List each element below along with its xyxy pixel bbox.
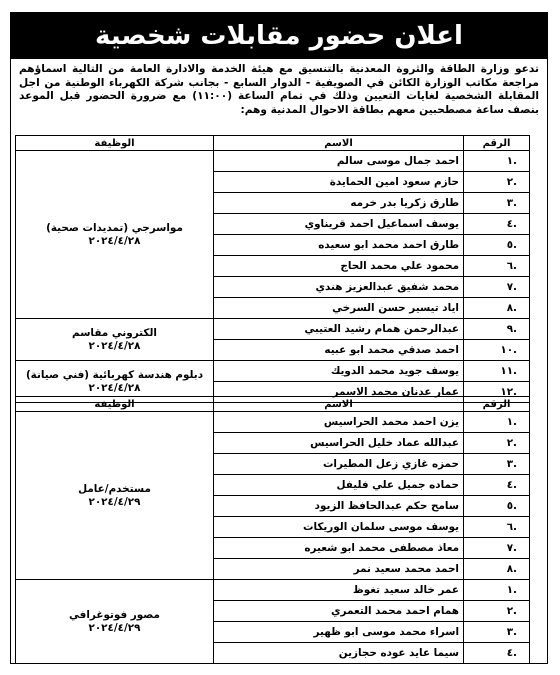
row-name: محمود علي محمد الحاج: [214, 256, 464, 277]
table-row: [16, 151, 530, 172]
job-cell: [16, 580, 214, 664]
announcement-title: اعلان حضور مقابلات شخصية: [11, 13, 547, 59]
row-name: معاذ مصطفى محمد ابو شعيره: [214, 538, 464, 559]
row-name: عمار عدنان محمد الاسمر: [214, 382, 464, 403]
row-name: سامح حكم عبدالحافظ الزيود: [214, 496, 464, 517]
row-num: .٦: [464, 517, 530, 538]
header-name: الاسم: [214, 397, 464, 412]
table-row: [16, 319, 530, 340]
job-cell: [16, 319, 214, 361]
job-title: دبلوم هندسة كهربائية (فني صيانة): [25, 368, 204, 381]
row-num: .٢: [464, 172, 530, 193]
row-name: عبدالله عماد خليل الحراسيس: [214, 433, 464, 454]
intro-paragraph: تدعو وزارة الطاقة والثروة المعدنية بالتنسيق مع هيئة الخدمة والادارة العامة من التالية اسماؤهم مراجعة مكاتب الوزارة الكائن في الصويفية - الدوار السابع - بجانب شركة الكهرباء الوطنية من اجل المقابلة الشخصية لغايات التعيين وذلك في تمام الساعة (١١:٠٠) مع ضرورة الحضور قبل الموعد بنصف ساعة مصطحبين معهم بطاقة الاحوال المدنية وهم:: [19, 63, 539, 116]
job-title: الكتروني مقاسم: [72, 326, 157, 339]
row-name: يوسف موسى سلمان الوريكات: [214, 517, 464, 538]
row-name: يوسف اسماعيل احمد قريناوي: [214, 214, 464, 235]
row-name: اياد تيسير حسن السرخي: [214, 298, 464, 319]
row-num: .١١: [464, 361, 530, 382]
row-num: .٩: [464, 319, 530, 340]
row-num: .٢: [464, 601, 530, 622]
row-num: .١: [464, 151, 530, 172]
row-num: .٧: [464, 538, 530, 559]
row-num: .١: [464, 412, 530, 433]
row-name: طارق احمد محمد ابو سعيده: [214, 235, 464, 256]
row-num: .٤: [464, 643, 530, 664]
row-name: عمر خالد سعيد تغوظ: [214, 580, 464, 601]
row-num: .٨: [464, 298, 530, 319]
row-num: .٨: [464, 559, 530, 580]
header-job: الوظيفة: [16, 136, 214, 151]
row-num: .٢: [464, 433, 530, 454]
job-date: ٢٠٢٤/٤/٢٨: [88, 381, 141, 394]
row-name: عبدالرحمن همام رشيد العتيبي: [214, 319, 464, 340]
row-name: همام احمد محمد التعمري: [214, 601, 464, 622]
row-name: اسراء محمد موسى ابو ظهير: [214, 622, 464, 643]
row-name: سيما عايد عوده حجازين: [214, 643, 464, 664]
table-row: [16, 580, 530, 601]
job-cell: [16, 412, 214, 580]
row-num: .٣: [464, 193, 530, 214]
row-name: حازم سعود امين الحمايدة: [214, 172, 464, 193]
job-date: ٢٠٢٤/٤/٢٨: [88, 339, 141, 352]
row-name: احمد صدقي محمد ابو عبيه: [214, 340, 464, 361]
table-header-row: [16, 136, 530, 151]
row-name: احمد جمال موسى سالم: [214, 151, 464, 172]
header-name: الاسم: [214, 136, 464, 151]
candidates-table-1: [15, 135, 530, 403]
row-name: طارق زكريا بدر خرمه: [214, 193, 464, 214]
row-name: حمزه غازي زعل المطيرات: [214, 454, 464, 475]
job-date: ٢٠٢٤/٤/٢٩: [88, 621, 141, 634]
row-name: محمد شفيق عبدالعزيز هندي: [214, 277, 464, 298]
row-num: .٤: [464, 475, 530, 496]
job-date: ٢٠٢٤/٤/٢٨: [88, 234, 141, 247]
job-date: ٢٠٢٤/٤/٢٩: [88, 495, 141, 508]
table-row: [16, 361, 530, 382]
row-num: .١٠: [464, 340, 530, 361]
row-name: يوسف جويد محمد الدويك: [214, 361, 464, 382]
header-num: الرقم: [464, 136, 530, 151]
header-num: الرقم: [464, 397, 530, 412]
row-num: .٣: [464, 622, 530, 643]
table-header-row: [16, 397, 530, 412]
candidates-table-2: [15, 396, 530, 664]
row-num: .٧: [464, 277, 530, 298]
row-num: .٤: [464, 214, 530, 235]
row-name: احمد محمد سعيد نمر: [214, 559, 464, 580]
row-num: .١: [464, 580, 530, 601]
row-num: .٦: [464, 256, 530, 277]
job-title: مواسرجي (تمديدات صحية): [46, 221, 183, 234]
row-num: .١٢: [464, 382, 530, 403]
row-num: .٥: [464, 496, 530, 517]
header-job: الوظيفة: [16, 397, 214, 412]
job-cell: [16, 151, 214, 319]
job-title: مصور فوتوغرافي: [69, 608, 160, 621]
row-name: يزن احمد محمد الحراسيس: [214, 412, 464, 433]
row-num: .٣: [464, 454, 530, 475]
table-row: [16, 412, 530, 433]
row-name: حماده جميل علي فليفل: [214, 475, 464, 496]
row-num: .٥: [464, 235, 530, 256]
job-title: مستخدم/عامل: [78, 482, 151, 495]
